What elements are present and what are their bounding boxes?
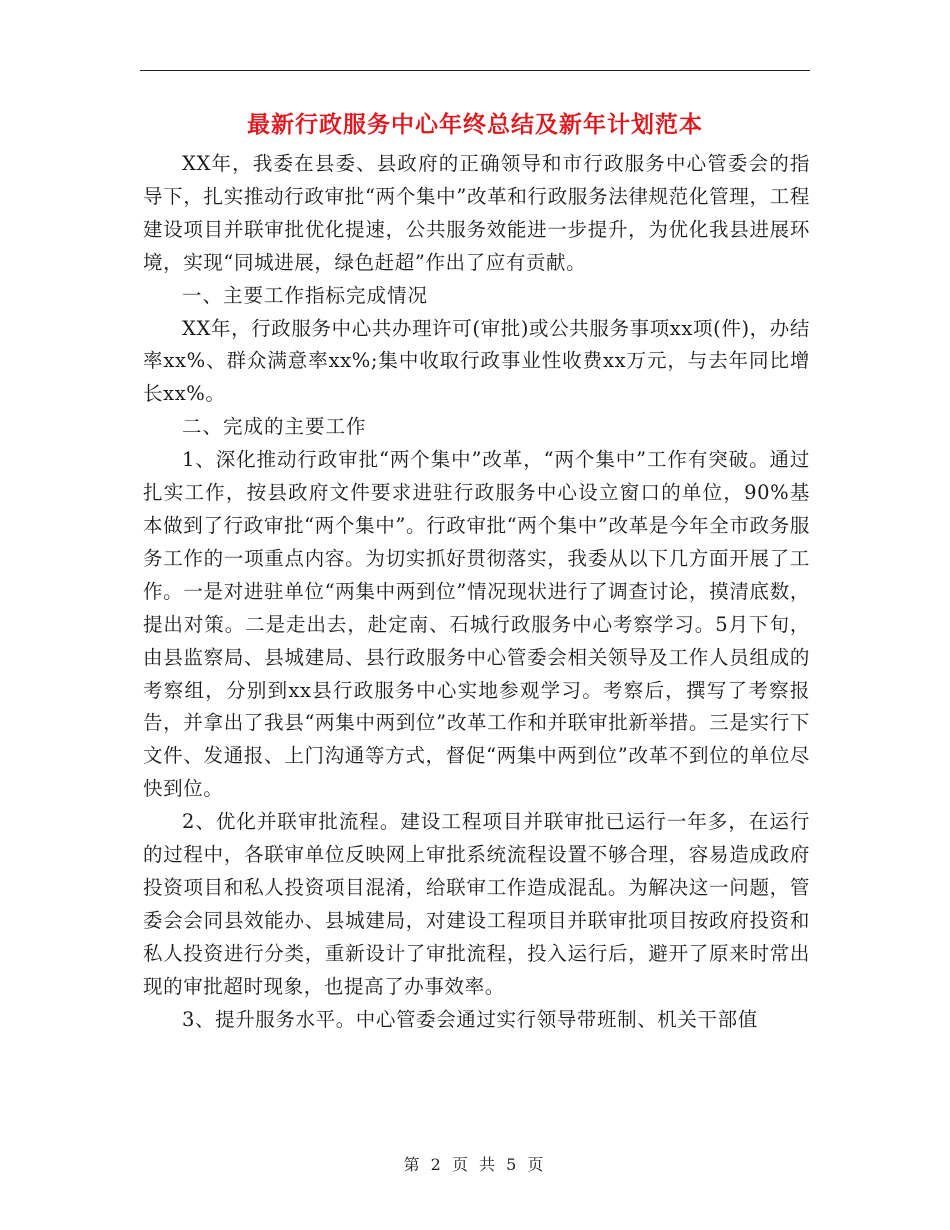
work-item-1-paragraph: 1、深化推动行政审批“两个集中”改革，“两个集中”工作有突破。通过扎实工作，按县政府文件要求进驻行政服务中心设立窗口的单位，90%基本做到了行政审批“两个集中”。行政审批“两个集中”改革是今年全市政务服务工作的一项重点内容。为切实抓好贯彻落实，我委从以下几方面开展了工作。一是对进驻单位“两集中两到位”情况现状进行了调查讨论，摸清底数，提出对策。二是走出去，赴定南、石城行政服务中心考察学习。5月下旬，由县监察局、县城建局、县行政服务中心管委会相关领导及工作人员组成的考察组，分别到xx县行政服务中心实地参观学习。考察后，撰写了考察报告，并拿出了我县“两集中两到位”改革工作和并联审批新举措。三是实行下文件、发通报、上门沟通等方式，督促“两集中两到位”改革不到位的单位尽快到位。 [143,448,810,801]
work-item-3-paragraph: 3、提升服务水平。中心管委会通过实行领导带班制、机关干部值 [182,1007,758,1031]
page-number-footer: 第 2 页 共 5 页 [403,1155,547,1174]
header-rule [140,70,810,71]
document-body [143,148,810,1036]
section-heading-main-work: 二、完成的主要工作 [182,415,367,439]
intro-paragraph: XX年，我委在县委、县政府的正确领导和市行政服务中心管委会的指导下，扎实推动行政审批“两个集中”改革和行政服务法律规范化管理，工程建设项目并联审批优化提速，公共服务效能进一步提升，为优化我县进展环境，实现“同城进展，绿色赶超”作出了应有贡献。 [143,152,810,274]
section-heading-indicators: 一、主要工作指标完成情况 [182,283,429,307]
indicators-paragraph: XX年，行政服务中心共办理许可(审批)或公共服务事项xx项(件)，办结率xx%、群众满意率xx%;集中收取行政事业性收费xx万元，与去年同比增长xx%。 [143,316,810,406]
document-title: 最新行政服务中心年终总结及新年计划范本 [247,112,703,138]
work-item-2-paragraph: 2、优化并联审批流程。建设工程项目并联审批已运行一年多，在运行的过程中，各联审单位反映网上审批系统流程设置不够合理，容易造成政府投资项目和私人投资项目混淆，给联审工作造成混乱。为解决这一问题，管委会会同县效能办、县城建局，对建设工程项目并联审批项目按政府投资和私人投资进行分类，重新设计了审批流程，投入运行后，避开了原来时常出现的审批超时现象，也提高了办事效率。 [143,810,810,998]
